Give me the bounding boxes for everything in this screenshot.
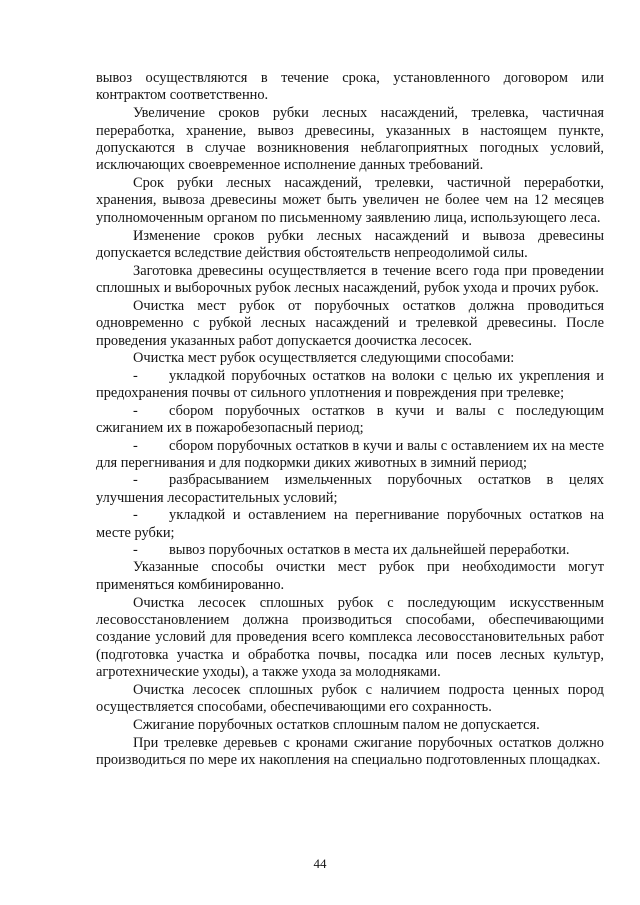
list-dash: - — [133, 472, 138, 489]
paragraph-6: Очистка мест рубок от порубочных остатков должна проводиться одновременно с рубкой лесных насаждений и трелевкой древесины. После проведения указанных работ допускается доочистка лесосек. — [96, 297, 604, 349]
paragraph-3: Срок рубки лесных насаждений, трелевки, частичной переработки, хранения, вывоза древесины может быть увеличен не более чем на 12 месяцев уполномоченным органом по письменному заявлению лица, использующего леса. — [96, 175, 604, 226]
list-dash: - — [133, 437, 138, 454]
paragraph-10: Очистка лесосек сплошных рубок с наличием подроста ценных пород осуществляется способами, обеспечивающими его сохранность. — [96, 681, 604, 716]
paragraph-7: Очистка мест рубок осуществляется следующими способами: — [133, 350, 515, 367]
list-item — [96, 542, 604, 559]
list-item-text: укладкой и оставлением на перегнивание порубочных остатков на месте рубки; — [96, 507, 604, 541]
list-item-text: вывоз порубочных остатков в места их дальнейшей переработки. — [169, 542, 570, 559]
page-body — [96, 70, 604, 770]
list-item — [96, 403, 604, 438]
list-dash: - — [133, 542, 138, 559]
list-item-text: сбором порубочных остатков в кучи и валы с оставлением их на месте для перегнивания и для подкормки диких животных в зимний период; — [96, 437, 604, 472]
paragraph-12: При трелевке деревьев с кронами сжигание порубочных остатков должно производиться по мере их накопления на специально подготовленных площадках. — [96, 734, 604, 769]
paragraph-8: Указанные способы очистки мест рубок при необходимости могут применяться комбинированно. — [96, 559, 604, 593]
list-item — [96, 507, 604, 542]
list-dash: - — [133, 367, 138, 384]
list-item — [96, 368, 604, 403]
page-number: 44 — [313, 856, 327, 871]
list-item — [96, 472, 604, 507]
list-item-text: укладкой порубочных остатков на волоки с целью их укрепления и предохранения почвы от сильного уплотнения и повреждения при трелевке; — [96, 367, 604, 402]
paragraph-5: Заготовка древесины осуществляется в течение всего года при проведении сплошных и выборочных рубок лесных насаждений, рубок ухода и прочих рубок. — [96, 262, 604, 297]
list-item-text: разбрасыванием измельченных порубочных остатков в целях улучшения лесорастительных условий; — [96, 472, 604, 506]
list-item — [96, 438, 604, 473]
paragraph-11: Сжигание порубочных остатков сплошным палом не допускается. — [133, 717, 540, 733]
paragraph-4: Изменение сроков рубки лесных насаждений и вывоза древесины допускается вследствие действия обстоятельств непреодолимой силы. — [96, 227, 604, 261]
list-item-text: сбором порубочных остатков в кучи и валы с последующим сжиганием их в пожаробезопасный период; — [96, 402, 604, 437]
paragraph-1: вывоз осуществляются в течение срока, установленного договором или контрактом соответственно. — [96, 70, 604, 104]
list-dash: - — [133, 402, 138, 419]
list-dash: - — [133, 507, 138, 524]
paragraph-2: Увеличение сроков рубки лесных насаждений, трелевка, частичная переработка, хранение, вывоз древесины, указанных в настоящем пункте, допускаются в случае возникновения неблагоприятных погодных условий, исключающих своевременное исполнение данных требований. — [96, 105, 604, 174]
paragraph-9: Очистка лесосек сплошных рубок с последующим искусственным лесовосстановлением должна производиться способами, обеспечивающими создание условий для проведения всего комплекса лесовосстановительных работ (подготовка участка и обработка почвы, посадка или посев лесных культур, агротехнические уходы), а также ухода за молодняками. — [96, 594, 604, 681]
